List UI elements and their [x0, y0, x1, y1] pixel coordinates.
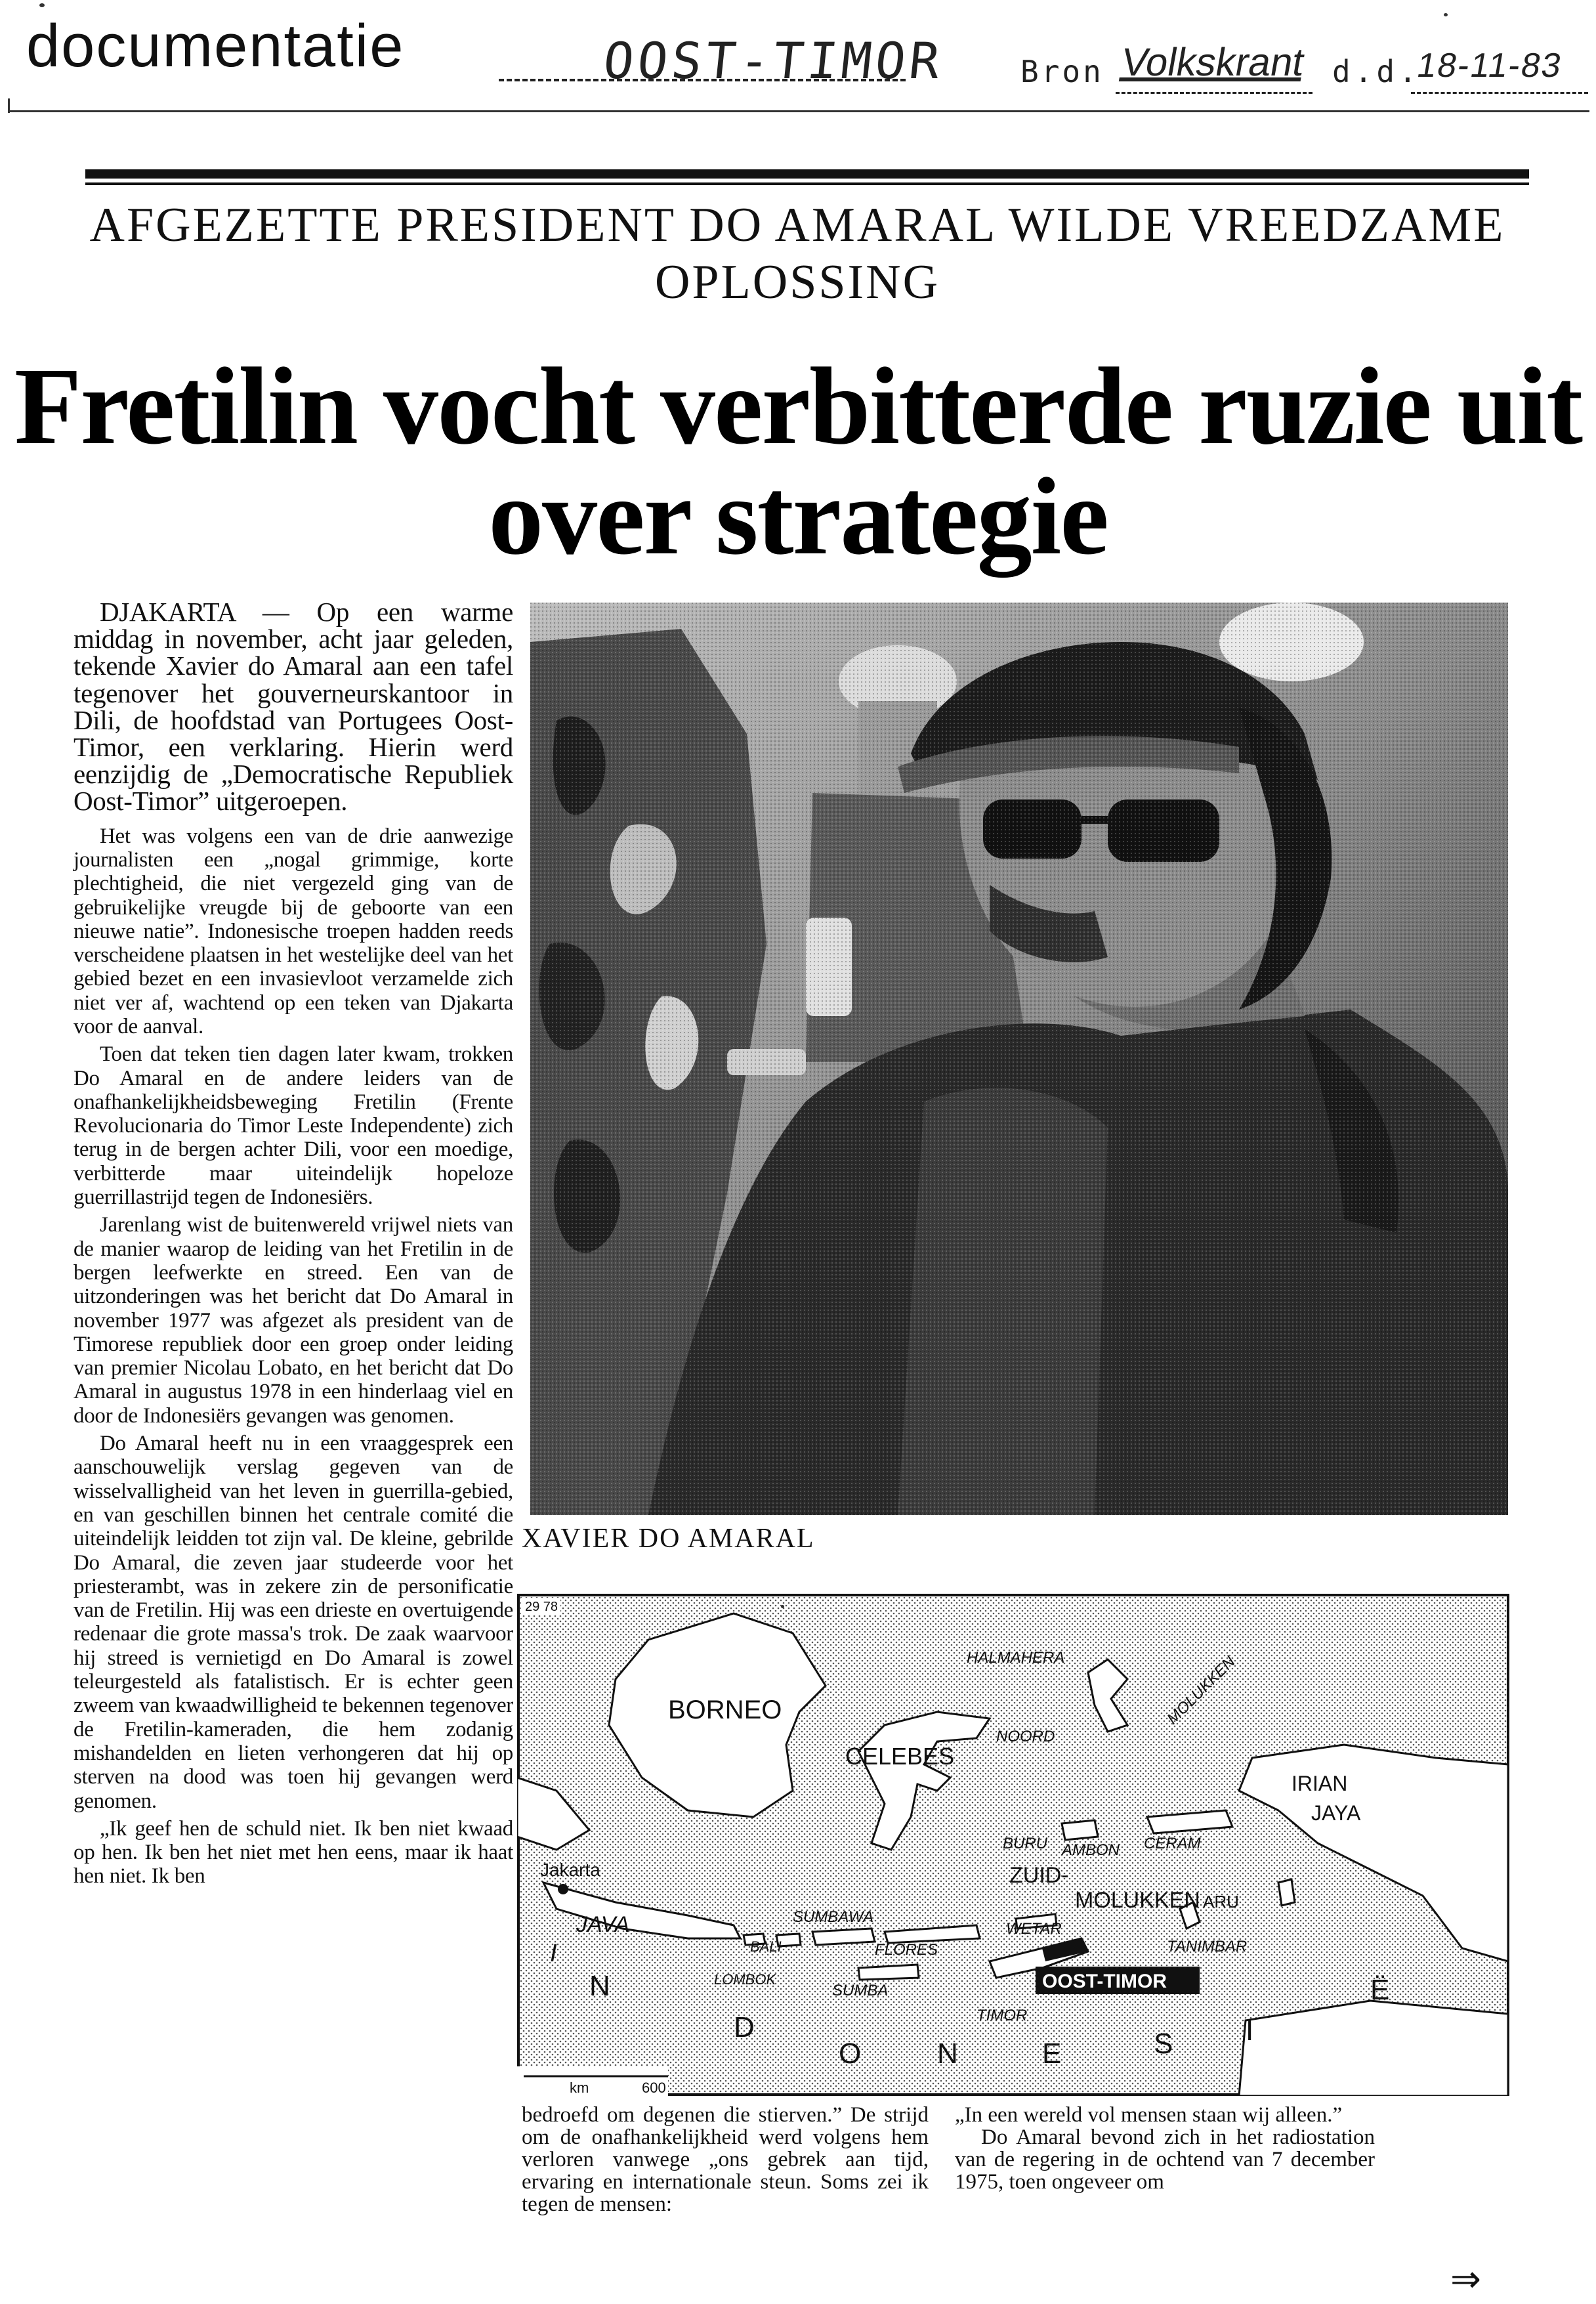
map-label-wetar: WETAR [1006, 1920, 1062, 1938]
sumbawa-landmass [812, 1929, 875, 1945]
photo-illustration [530, 603, 1508, 1515]
date-value: 18-11-83 [1414, 47, 1566, 85]
map-label-noord: NOORD [996, 1728, 1055, 1745]
map-label-irian: IRIAN [1292, 1772, 1348, 1795]
map-country-letter: N [589, 1970, 610, 2002]
continue-arrow-icon: ⇒ [1450, 2258, 1481, 2301]
map-label-bali: BALI [750, 1938, 782, 1955]
map-label-flores: FLORES [875, 1941, 938, 1959]
map-label-halmahera: HALMAHERA [967, 1649, 1065, 1667]
source-value: Volkskrant [1118, 40, 1308, 84]
article-paragraph: Do Amaral bevond zich in het radiostation van de regering in de ochtend van 7 december 1975, toen ongeveer om [955, 2125, 1375, 2194]
article-paragraph: DJAKARTA — Op een warme middag in november, acht jaar geleden, tekende Xavier do Amaral aan een tafel tegenover het gouverneurskantoor in Dili, de hoofdstad van Portugees Oost-Timor, een verklaring. Hierin werd eenzijdig de „Democratische Republiek Oost-Timor” uitgeroepen. [74, 597, 513, 817]
article-column-2 [522, 2104, 929, 2215]
map-label-jaya: JAYA [1311, 1801, 1361, 1825]
article-column-3 [955, 2104, 1375, 2193]
clipping-subject: OOST-TIMOR [600, 32, 947, 90]
photo-caption: XAVIER DO AMARAL [522, 1524, 815, 1554]
map-country-letter: S [1154, 2028, 1173, 2060]
map-label-molukken: MOLUKKEN [1164, 1652, 1239, 1728]
map-label-borneo: BORNEO [668, 1696, 782, 1724]
jakarta-dot-icon [558, 1884, 568, 1894]
article-paragraph: bedroefd om degenen die stierven.” De strijd om de onafhankelijkheid werd volgens hem verloren vanwege „ons gebrek aan tijd, ervaring en internationale steun. Soms zei ik tegen de mensen: [522, 2103, 929, 2216]
source-underline [1116, 92, 1312, 94]
scan-speck [1444, 13, 1448, 16]
headline-rule-thin [85, 182, 1529, 185]
map-label-aru: ARU [1203, 1892, 1239, 1911]
map-country-letter: I [550, 1940, 557, 1967]
article-paragraph: „Ik geef hen de schuld niet. Ik ben niet kwaad op hen. Ik ben het niet met hen eens, maar ik haat hen niet. Ik ben [74, 1816, 513, 1888]
map-label-ambon: AMBON [1062, 1841, 1120, 1859]
portrait-photo [530, 603, 1508, 1515]
map-label-jakarta: Jakarta [540, 1860, 600, 1880]
indonesia-map [517, 1594, 1509, 2096]
map-label-java: JAVA [576, 1912, 630, 1937]
map-label-zuid: ZUID- [1009, 1863, 1069, 1888]
map-country-letter: D [734, 2011, 755, 2043]
header-tick [8, 98, 10, 113]
map-label-tanimbar: TANIMBAR [1167, 1938, 1248, 1955]
article-paragraph: Do Amaral heeft nu in een vraaggesprek een aanschouwelijk verslag gegeven van de wisselvalligheid van het leven in guerrilla-gebied, en van geschillen binnen het centrale comité die uiteindelijk leidden tot zijn val. De kleine, gebrilde Do Amaral, die zeven jaar studeerde voor het priesterambt, was in zekere zin de personificatie van de Fretilin. Hij was een drieste en overtuigende redenaar die grote massa's trok. De zaak waarvoor hij streed is vernietigd en Do Amaral is zowel teleurgesteld als fatalistisch. Er is echter geen zweem van kwaadwilligheid te bekennen tegenover de Fretilin-kameraden, die hem zodanig mishandelden en lieten verhongeren dat hij op sterven na dood was toen hij gevangen werd genomen. [74, 1432, 513, 1813]
map-label-lombok: LOMBOK [714, 1971, 776, 1988]
map-country-letter: N [937, 2037, 958, 2070]
scale-unit: km [570, 2080, 589, 2096]
scan-speck [39, 3, 45, 7]
map-label-buru: BURU [1003, 1835, 1048, 1852]
map-label-celebes: CELEBES [845, 1743, 955, 1770]
main-headline [0, 345, 1596, 578]
headline-line-2: over strategie [488, 456, 1108, 578]
header-rule [8, 110, 1589, 112]
map-label-sumba: SUMBA [832, 1982, 889, 1999]
scale-value: 600 [642, 2080, 666, 2096]
date-label: d.d. [1332, 54, 1421, 89]
kicker-headline: AFGEZETTE PRESIDENT DO AMARAL WILDE VREEDZAME OPLOSSING [89, 198, 1505, 310]
headline-line-1: Fretilin vocht verbitterde ruzie uit [14, 345, 1582, 467]
article-paragraph: Jarenlang wist de buitenwereld vrijwel niets van de manier waarop de leiding van het Fretilin in de bergen leefwerkte en streed. Een van de uitzonderingen was het bericht dat Do Amaral in november 1977 was afgezet als president van de Timorese republiek door een groep onder leiding van premier Nicolau Lobato, en het bericht dat Do Amaral in augustus 1978 in een hinderlaag viel en door de Indonesiërs gevangen was genomen. [74, 1213, 513, 1428]
article-paragraph: Toen dat teken tien dagen later kwam, trokken Do Amaral en de andere leiders van de onafhankelijkheidsbeweging Fretilin (Frente Revolucionaria do Timor Leste Independente) zich terug in de bergen achter Dili, voor een moedige, verbitterde maar uiteindelijk hopeloze guerrillastrijd tegen de Indonesiërs. [74, 1042, 513, 1210]
date-underline [1411, 92, 1588, 94]
map-country-letter: I [1246, 2015, 1254, 2047]
map-country-letter: O [839, 2037, 862, 2070]
scan-speck [781, 1605, 784, 1608]
map-label-zuid-molukken: MOLUKKEN [1075, 1888, 1200, 1913]
article-paragraph: „In een wereld vol mensen staan wij alleen.” [955, 2103, 1343, 2127]
sumba-landmass [858, 1965, 919, 1980]
aru-landmass [1278, 1879, 1295, 1906]
map-label-ceram: CERAM [1144, 1835, 1201, 1852]
headline-rule-thick [85, 169, 1529, 179]
map-ref-code: 29 78 [525, 1600, 558, 1614]
map-label-oost-timor: OOST-TIMOR [1042, 1971, 1167, 1992]
map-country-letter: E [1042, 2037, 1062, 2070]
clipping-doc-label: documentatie [26, 12, 405, 79]
australia-landmass [1239, 2001, 1508, 2096]
article-paragraph: Het was volgens een van de drie aanwezige journalisten een „nogal grimmige, korte plechtigheid, die niet vergezeld ging van de gebruikelijke vreugde bij de geboorte van een nieuwe natie”. Indonesische troepen hadden reeds verscheidene plaatsen in het westelijke deel van het gebied bezet en een invasievloot verzamelde zich niet ver af, wachtend op een teken van Djakarta voor de aanval. [74, 824, 513, 1038]
map-label-timor: TIMOR [976, 2007, 1028, 2024]
buru-landmass [1062, 1820, 1098, 1840]
source-label: Bron [1020, 54, 1104, 89]
map-label-sumbawa: SUMBAWA [793, 1908, 874, 1926]
article-column-1 [74, 599, 513, 1892]
map-figure [517, 1594, 1509, 2096]
map-country-letter: Ë [1370, 1974, 1390, 2006]
